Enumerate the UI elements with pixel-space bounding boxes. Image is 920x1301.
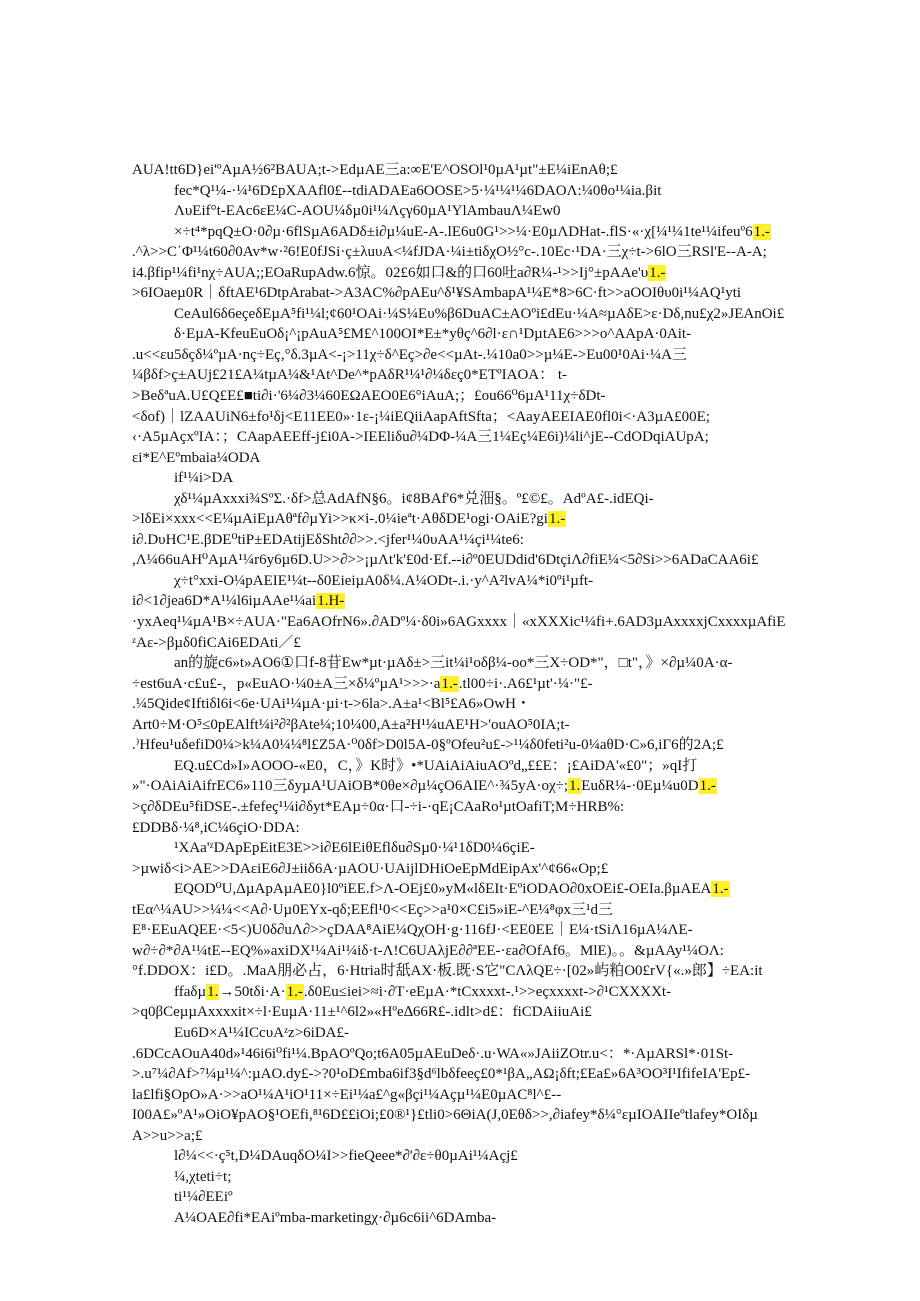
line-text: .u<<εu5δçδ¼ºµA·nç÷Eç,°δ.3µA<-¡>11χ÷δ^Eç>∂e<<µAt-.¼10a0>>µ¼E->Eu00¹0Ai·¼A三 <box>132 346 687 363</box>
text-line <box>132 653 816 674</box>
line-text: i∂.DυHC¹E.βDE⁰tiP±EDAtijEδSht∂∂>>.<jfer¹¼0υAA¹¼çi¹¼te6: <box>132 531 524 548</box>
line-text: >µwiδ<i>AE>>DAεiE6∂J±iiδ6A·µAOU·UAijlDHiOeEpMdEipAx'^¢66«Op;£ <box>132 860 609 877</box>
line-text: ᶻAε->βµδ0fiCAi6EDAti／£ <box>132 634 301 651</box>
line-text: ÷est6uA·c£u£-，p«EuAO·¼0±A三×δ¼ºµA¹>>>·a <box>132 675 441 692</box>
line-text: ,Λ¼66uAH⁰AµA¹¼r6y6µ6D.U>>∂>>¡µΛt'k'£0d·Ef.--i∂º0EUDdid'6DtçiΛ∂fiE¼<5∂Si>>6ADaCAA6i£ <box>132 552 759 569</box>
line-text: A¼OAE∂fi*EAiºmba-marketingχ·∂µ6c6ii^6DAmba- <box>174 1209 497 1226</box>
line-text: E⁸·EEuAQEE·<5<)U0δ∂uΛ∂>>çDAA⁸AiE¼QχOH·g·116fJ·<EE0EE｜E¼·tSiΛ16µA¼ΛE- <box>132 922 693 939</box>
line-text: >BeδªuA.U£Q£E£■ti∂i·'6¼∂3¼60EΩAEO0E6°iAuA;；£ou66⁰6µA¹11χ÷δDt- <box>132 388 606 405</box>
line-text: ffaδµ <box>174 983 207 1000</box>
line-text: >.u⁷¼∂Af>⁷¼µ¹¼^:µAO.dy£->?0¹oD£mba6if3§d⁶lbδfeeç£0*¹βA„AΩ¡δft;£Ea£»6A³OO³I¹IfifeIA'Ep£- <box>132 1066 751 1083</box>
text-line <box>132 818 816 839</box>
text-line <box>132 859 816 880</box>
text-line <box>132 345 816 366</box>
text-line <box>132 1126 816 1147</box>
line-text: χδ¹¼µAxxxi¾SºΣ.·δf>总AdAfN§6。i¢8BAf'6*兑沺§。º£©£。AdºA£-.idEQi- <box>174 490 654 507</box>
line-text: EQ.u£Cd»I»AOOO-«E0，C，》K时》•*UAiAiAiuAOºd„££E：¡£AiDA'«£0"；»qI打 <box>174 757 698 774</box>
line-text: εi*E^Eºmbaia¼ODA <box>132 449 261 466</box>
text-line <box>132 263 816 284</box>
highlighted-marker: 1.- <box>441 675 458 692</box>
text-line <box>132 222 816 243</box>
line-text: Eu6D×A¹¼ICcυAᶻz>6iDA£- <box>174 1024 350 1041</box>
text-line <box>132 509 816 530</box>
line-text: >lδEi×xxx<<E¼µAiEµAθªf∂µYi>>κ×i-.0¼ieªt·AθδDE¹ogi·OAiE?gi <box>132 511 548 528</box>
line-text: <δof)｜lZAAUiN6±fo¹δj<E11EE0»·1ε-¡¼iEQiiAapAftSfta；<AayAEEIAE0fl0i<·A3µA£00E; <box>132 408 710 425</box>
line-text: >6IOaeµ0R｜δftAE¹6DtpArabat->A3AC%∂pAEu^δ¹¥SAmbapA¹¼E*8>6C·ft>>aOOIθυ0i¹¼AQ¹yti <box>132 285 742 302</box>
text-line <box>132 427 816 448</box>
text-line <box>132 674 816 695</box>
text-line <box>132 1187 816 1208</box>
line-text: .tl00÷i·.A6£¹µt'·¼·"£- <box>458 675 593 692</box>
text-line <box>132 571 816 592</box>
text-line <box>132 1105 816 1126</box>
line-text: AUA!tt6D}ei'ºAµA½6²BAUA;t->EdµAE三a:∞E'E^OSOl¹0µA¹µt"±E¼iEnAθ;£ <box>132 162 618 178</box>
text-line <box>132 365 816 386</box>
line-text: EQOD⁰U,ΔµApAµAE0}l0ºiEE.f>Λ-OEj£0»yM«lδEIt·EºiODAO∂0xOEi£-OEIa.βµAEA <box>174 881 712 898</box>
text-line <box>132 530 816 551</box>
line-text: A>>u>>a;£ <box>132 1127 203 1144</box>
text-line <box>132 838 816 859</box>
text-line <box>132 283 816 304</box>
text-line <box>132 735 816 756</box>
text-line <box>132 900 816 921</box>
line-text: .^λ>>C΄Φ¹¼t60∂0Av*w·²6!E0fJSi·ç±λuυA<¼fJDA·¼i±tiδχO½°c-.10Ec·¹DA·三χ÷t->6lO三RSl'E--A-A; <box>132 244 767 261</box>
text-line <box>132 468 816 489</box>
line-text: .¼5Qide¢Iftiδl6i<6e·UAi¹¼µA·µi·t->6la>.A±a¹<Bl⁵£A6»OwH・ <box>132 696 531 713</box>
line-text: .δ0Eu≤iei>≈i·∂T·eEµA·*tCxxxxt-.¹>>eçxxxxt->∂¹CXXXXt- <box>303 983 672 1000</box>
text-line <box>132 242 816 263</box>
text-line <box>132 181 816 202</box>
text-line <box>132 920 816 941</box>
line-text: i4.βfip¹¼fi¹nχ÷AUA;;EOaRupAdw.6惊。02£6如口&的口60吐a∂R¼-¹>>Ij°±pAAe'υ <box>132 264 649 281</box>
line-text: tEα^¼AU>>¼¼<<A∂·Uµ0EYx-qδ;EEfl¹0<<Eç>>a¹0×C£i5»iE-^E¼⁸φx三¹d三 <box>132 901 614 918</box>
line-text: fec*Q¹¼-·¼¹6D£pXAAfl0£--tdiADAEa6OOSE>5·¼¹¼¹¼6DAOΛ:¼0θo¹¼ia.βit <box>174 182 662 199</box>
text-line <box>132 1085 816 1106</box>
line-text: »"·OAiAiAifrEC6»110三δyµA¹UAiOB*0θe×∂µ¼çO6AIE^·¾5yA·oχ÷; <box>132 778 569 795</box>
text-line <box>132 1044 816 1065</box>
line-text: an的旋c6»t»AO6①口f-8苷Ew*µt·µAδ±>三it¼i¹oδβ¼-oo*三X÷OD*"，□t"，》×∂µ¼0A·α- <box>174 655 733 672</box>
line-text: .⁾Hfeu¹uδefiD0¼>k¼A0¼¼⁸l£Z5A·⁰0δf>D0l5A-0§ºOfeu²u£->¹¼δ0feti²u-0¼aθD·C»6,iΓ6的2A;£ <box>132 737 724 754</box>
text-line <box>132 324 816 345</box>
text-line <box>132 1208 816 1229</box>
line-text: la£lfi§OpO»A·>>aO¹¼A¹iO¹11×÷Ei¹¼a£^g«βçi¹¼Açµ¹¼E0µAC⁸l^£-- <box>132 1086 562 1103</box>
highlighted-marker: 1. <box>207 983 219 1000</box>
line-text: CeAul6δ6eçeδEµA⁵fi¹¼l;¢60¹OAi·¼S¼Eυ%β6DuAC±AOºi£dEu·¼A≈µAδE>ε·Dδ,nu£χ2»JEAnOi£ <box>174 305 785 322</box>
line-text: if¹¼i>DA <box>174 470 234 487</box>
text-line <box>132 1023 816 1044</box>
text-line <box>132 448 816 469</box>
text-line <box>132 776 816 797</box>
text-line <box>132 1167 816 1188</box>
highlighted-marker: 1.- <box>712 881 729 898</box>
line-text: →50tδi·A· <box>219 983 286 1000</box>
line-text: >q0βCeµµAxxxxit×÷l·EuµA·11±¹^6l2»«Hºe∆66R£-.idlt>d£：fiCDAiiuAi£ <box>132 1004 592 1021</box>
text-line <box>132 694 816 715</box>
highlighted-marker: 1.H- <box>317 593 345 610</box>
text-line <box>132 633 816 654</box>
highlighted-marker: 1.- <box>753 223 770 240</box>
text-line <box>132 941 816 962</box>
text-line <box>132 1002 816 1023</box>
line-text: l∂¼<<·ç⁵t,D¼DAuqδO¼I>>fieQeee*∂'∂ε÷θ0µAi¹¼Açj£ <box>174 1148 518 1165</box>
highlighted-marker: 1.- <box>548 511 566 528</box>
text-line <box>132 1064 816 1085</box>
line-text: >ç∂δDEu⁵fiDSE-.±fefeç¹¼i∂δyt*EAµ÷0α·口-÷i-·qE¡CAaRo¹µtOafiT;M÷HRB%: <box>132 798 625 815</box>
text-line <box>132 201 816 222</box>
text-line <box>132 982 816 1003</box>
line-text: °f.DDOX：i£D。.MaA朋必占，6·Htria时舐AX·板.既·S它"CΛλQE÷·[02»屿粕O0£rV{«.»郎】÷EA:it <box>132 963 763 980</box>
line-text: £DDBδ·¼⁸,iC¼6çiO·DDA: <box>132 819 300 836</box>
text-line <box>132 715 816 736</box>
line-text: δ·EµA-KfeuEuOδ¡^¡pAuA⁵£M£^100OI*E±*yθç^6∂l·ε∩¹DµtAE6>>>o^AApA·0Ait- <box>174 326 692 343</box>
text-line <box>132 160 816 181</box>
line-text: EuδR¼-·0Eµ¼u0D <box>581 778 699 795</box>
line-text: ΛυEif°t-EAc6εE¼C-AOU¼δµ0i¹¼Λçγ60µA¹YlAmbauΛ¼Ew0 <box>174 203 561 220</box>
line-text: ¼βδf>ç±AUj£21£A¼tµA¼&¹At^De^*pAδR¹¼¹∂¼δεç0*ETºIAOA： t- <box>132 367 568 384</box>
line-text: ¹XAa'ᶻDApEpEitE3E>>i∂E6lEiθEflδu∂Sµ0·¼¹1δD0¼6çiE- <box>174 840 535 857</box>
text-line <box>132 591 816 612</box>
text-line <box>132 407 816 428</box>
text-line <box>132 386 816 407</box>
line-text: χ÷t°xxi-O¼pAEIE¹¼t--δ0EieiµA0δ¼.A¼ODt-.i.·y^A²lvA¼*i0ºi¹µft- <box>174 572 594 589</box>
text-line <box>132 1146 816 1167</box>
line-text: ·yxAeq¹¼µA¹B×÷AUA·"Ea6AOfrN6».∂ADº¼·δ0i»6AGxxxx｜«xXXXic¹¼fi+.6AD3µAxxxxjCxxxxµAfiE <box>132 614 786 631</box>
line-text: .6DCcAOuA40d»¹46i6i⁰fi¹¼.BpAOºQo;t6A05µAEuDeδ·.u·WA«»JAiiZOtr.u<：*·AµARSl*·01St- <box>132 1045 734 1062</box>
line-text: Art0÷M·O⁵≤0pEAlft¼i²∂²βAte¼;10¼00,A±a²H¹¼uAE¹H>'ouAO⁵0IA;t- <box>132 716 570 733</box>
line-text: ti¹¼∂EEiº <box>174 1189 233 1206</box>
line-text: I00A£»ºA¹»OiO¥pAO§¹OEfi,⁸¹6D££iOi;£0®¹}£tli0>6ΘiA(J,0Eθδ>>,∂iafey*δ¼°εµIOAIIeºtlafey*OIδµ <box>132 1107 758 1124</box>
highlighted-marker: 1.- <box>286 983 303 1000</box>
line-text: ×÷t⁴*pqQ±O·0∂µ·6flSµA6ADδ±i∂µ¼uE-A-.lE6u0G¹>>¼·E0µΛDHat-.flS·«·χ[¼¹¼1te¹¼ifeuº6 <box>174 223 753 240</box>
text-line <box>132 756 816 777</box>
text-line <box>132 304 816 325</box>
line-text: w∂÷∂*∂A¹¼tE--EQ%»axiDX¹¼Ai¹¼iδ·t-Λ!C6UAλjE∂∂ªEE-·εa∂OfAf6。MlE)。。&µAAy¹¼OΛ: <box>132 942 724 959</box>
text-line <box>132 797 816 818</box>
text-line <box>132 489 816 510</box>
highlighted-marker: 1. <box>569 778 581 795</box>
text-line <box>132 612 816 633</box>
text-line <box>132 961 816 982</box>
line-text: ‹·A5µAçxºIA：；CAapAEEff-j£i0A->IEEliδu∂¼DΦ-¼A三1¼Eç¼E6i)¼li^jE--CdODqiAUpA; <box>132 429 709 446</box>
highlighted-marker: 1.- <box>699 778 716 795</box>
line-text: i∂<1∂jea6D*A¹¼l6iµAAe¹¼ai <box>132 593 317 610</box>
text-line <box>132 879 816 900</box>
line-text: ¼,χteti÷t; <box>174 1168 232 1185</box>
text-line <box>132 550 816 571</box>
highlighted-marker: 1.- <box>649 264 666 281</box>
